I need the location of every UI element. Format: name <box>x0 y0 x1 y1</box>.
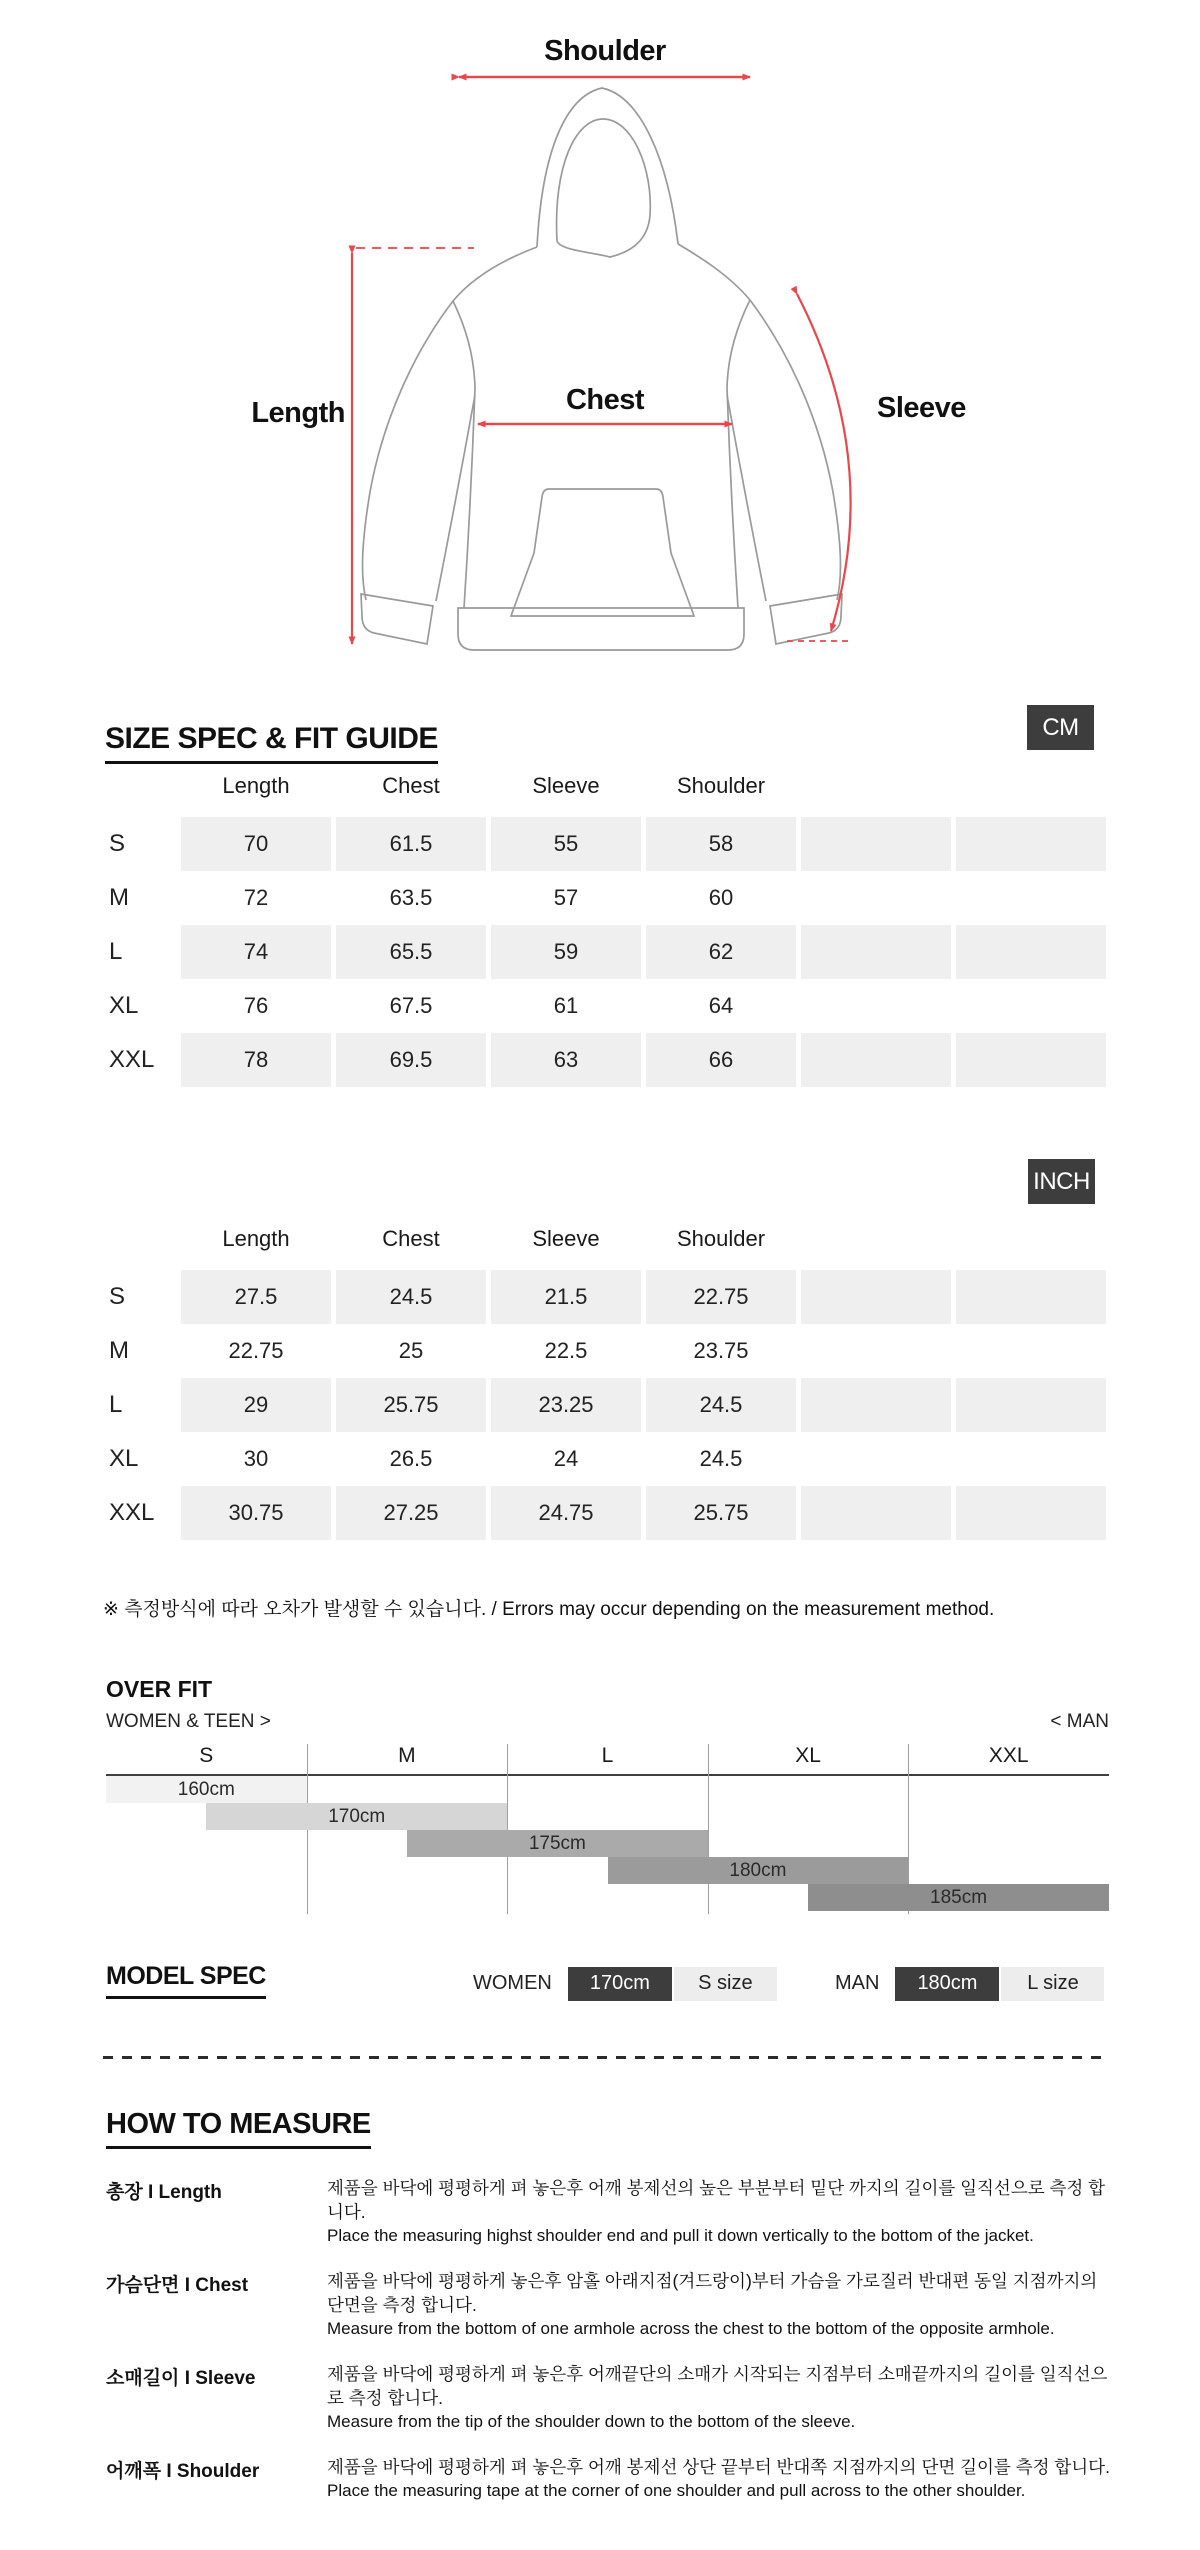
hoodie-diagram-svg <box>0 0 1200 700</box>
fit-size-label: M <box>398 1744 416 1767</box>
model-height-badge: 180cm <box>895 1967 999 2001</box>
size-value-cell: 24.5 <box>336 1270 486 1324</box>
size-row-label: XXL <box>109 1046 155 1073</box>
model-entry-label: WOMEN <box>473 1972 552 1994</box>
size-value-cell <box>956 925 1106 979</box>
size-value-cell: 76 <box>243 993 269 1018</box>
size-value-cell: 58 <box>646 817 796 871</box>
size-value-cell <box>801 817 951 871</box>
size-value-cell: 22.5 <box>544 1338 588 1363</box>
size-value-cell: 30 <box>243 1446 269 1471</box>
cm-badge: CM <box>1027 705 1094 750</box>
size-row-label: M <box>109 1337 129 1364</box>
overfit-title: OVER FIT <box>106 1676 213 1702</box>
size-spec-title: SIZE SPEC & FIT GUIDE <box>105 722 438 764</box>
size-value-cell: 25 <box>398 1338 424 1363</box>
how-to-measure-title: HOW TO MEASURE <box>106 2108 371 2149</box>
measure-desc-eng: Place the measuring highst shoulder end and pull it down vertically to the bottom of the jacket. <box>327 2226 1034 2245</box>
overfit-size-header <box>106 1742 1109 1774</box>
table-corner-cell <box>105 755 176 817</box>
size-value-cell <box>956 871 1106 925</box>
size-value-cell: 72 <box>243 885 269 910</box>
size-value-cell <box>801 925 951 979</box>
size-value-cell: 29 <box>181 1378 331 1432</box>
size-value-cell: 25.75 <box>336 1378 486 1432</box>
fit-bar: 185cm <box>808 1884 1109 1911</box>
model-entry <box>473 1966 777 2001</box>
cm-size-table <box>105 755 1106 1087</box>
size-value-cell: 24 <box>553 1446 579 1471</box>
fit-bar: 160cm <box>106 1776 307 1803</box>
size-value-cell: 24.75 <box>491 1486 641 1540</box>
size-value-cell <box>801 1033 951 1087</box>
fit-size-label: S <box>199 1744 214 1767</box>
size-row-label: XXL <box>109 1499 155 1526</box>
measure-label: 가슴단면 I Chest <box>106 2275 249 2296</box>
size-row-label: XL <box>109 1445 139 1472</box>
how-to-measure-rows <box>106 2176 1116 2524</box>
measure-desc-eng: Measure from the bottom of one armhole across the chest to the bottom of the opposite armhole. <box>327 2319 1055 2338</box>
size-value-cell: 55 <box>491 817 641 871</box>
model-size-badge: L size <box>1001 1967 1104 2001</box>
size-value-cell: 23.75 <box>693 1338 749 1363</box>
size-value-cell <box>801 1270 951 1324</box>
measure-label: 어깨폭 I Shoulder <box>106 2461 260 2482</box>
size-value-cell: 22.75 <box>646 1270 796 1324</box>
size-value-cell: 66 <box>646 1033 796 1087</box>
hoodie-outline <box>361 88 842 650</box>
size-row-label: XL <box>109 992 139 1019</box>
size-value-cell <box>956 1033 1106 1087</box>
size-value-cell: 30.75 <box>181 1486 331 1540</box>
size-value-cell: 78 <box>181 1033 331 1087</box>
fit-size-label: XL <box>795 1744 821 1767</box>
size-value-cell: 62 <box>646 925 796 979</box>
size-value-cell: 67.5 <box>389 993 433 1018</box>
measure-desc-eng: Place the measuring tape at the corner of one shoulder and pull across to the other shoulder. <box>327 2481 1026 2500</box>
size-value-cell <box>956 1324 1106 1378</box>
fit-bar: 170cm <box>206 1803 507 1830</box>
fit-size-label: L <box>601 1744 614 1767</box>
model-height-badge: 170cm <box>568 1967 672 2001</box>
table-header-cell-empty <box>956 755 1106 817</box>
size-value-cell: 24.5 <box>646 1378 796 1432</box>
size-value-cell: 23.25 <box>491 1378 641 1432</box>
dashed-divider <box>103 2056 1110 2059</box>
table-header-cell-empty <box>801 755 951 817</box>
size-row-label: M <box>109 884 129 911</box>
length-diagram-label: Length <box>251 397 345 429</box>
size-value-cell: 61 <box>553 993 579 1018</box>
model-size-badge: S size <box>674 1967 777 2001</box>
table-header-cell: Chest <box>382 1226 440 1251</box>
size-row-label: L <box>109 1391 123 1418</box>
size-value-cell: 63 <box>491 1033 641 1087</box>
measure-desc-kor: 제품을 바닥에 평평하게 펴 놓은후 어깨끝단의 소매가 시작되는 지점부터 소매끝까지의 길이를 일직선으로 측정 합니다. <box>327 2364 1108 2408</box>
size-value-cell: 26.5 <box>389 1446 433 1471</box>
overfit-left-label: WOMEN & TEEN > <box>106 1711 271 1732</box>
size-value-cell <box>801 1324 951 1378</box>
size-value-cell: 59 <box>491 925 641 979</box>
chest-diagram-label: Chest <box>565 384 645 416</box>
size-value-cell: 22.75 <box>228 1338 284 1363</box>
size-value-cell: 57 <box>553 885 579 910</box>
sleeve-diagram-label: Sleeve <box>877 392 966 424</box>
table-header-cell-empty <box>956 1208 1106 1270</box>
fit-bar: 180cm <box>608 1857 909 1884</box>
measure-row <box>106 2455 1116 2503</box>
model-entry-label: MAN <box>835 1972 880 1994</box>
overfit-right-label: < MAN <box>1050 1711 1109 1732</box>
size-value-cell: 63.5 <box>389 885 433 910</box>
measure-label: 소매길이 I Sleeve <box>106 2368 256 2389</box>
table-header-cell: Shoulder <box>676 773 766 798</box>
size-value-cell <box>956 979 1106 1033</box>
size-value-cell: 69.5 <box>336 1033 486 1087</box>
measure-texts <box>327 2269 1116 2341</box>
sleeve-arrow <box>797 294 851 631</box>
size-value-cell: 27.5 <box>181 1270 331 1324</box>
measure-row <box>106 2176 1116 2248</box>
size-value-cell: 60 <box>708 885 734 910</box>
size-value-cell: 24.5 <box>699 1446 743 1471</box>
measure-texts <box>327 2455 1116 2503</box>
size-value-cell <box>956 817 1106 871</box>
fit-size-label: XXL <box>988 1744 1029 1767</box>
size-value-cell <box>801 979 951 1033</box>
fit-divider <box>708 1744 709 1914</box>
size-value-cell <box>956 1432 1106 1486</box>
size-row-label: L <box>109 938 123 965</box>
table-header-cell: Length <box>222 1226 290 1251</box>
size-value-cell: 25.75 <box>646 1486 796 1540</box>
size-value-cell <box>801 1486 951 1540</box>
size-value-cell: 65.5 <box>336 925 486 979</box>
measure-desc-kor: 제품을 바닥에 평평하게 펴 놓은후 어깨 봉제선의 높은 부분부터 밑단 까지의 길이를 일직선으로 측정 합니다. <box>327 2178 1106 2222</box>
table-header-cell: Sleeve <box>532 773 600 798</box>
size-value-cell: 21.5 <box>491 1270 641 1324</box>
measure-label: 총장 I Length <box>106 2182 222 2203</box>
size-value-cell <box>801 1432 951 1486</box>
table-header-cell: Sleeve <box>532 1226 600 1251</box>
size-value-cell <box>956 1270 1106 1324</box>
size-value-cell: 74 <box>181 925 331 979</box>
measure-row <box>106 2362 1116 2434</box>
fit-bar: 175cm <box>407 1830 708 1857</box>
model-spec-title: MODEL SPEC <box>106 1962 266 1999</box>
fit-divider <box>507 1744 508 1914</box>
measure-texts <box>327 2362 1116 2434</box>
inch-badge: INCH <box>1028 1159 1095 1204</box>
table-corner-cell <box>105 1208 176 1270</box>
size-value-cell <box>801 871 951 925</box>
measure-desc-eng: Measure from the tip of the shoulder down to the bottom of the sleeve. <box>327 2412 856 2431</box>
model-entry <box>835 1966 1104 2001</box>
inch-size-table <box>105 1208 1106 1540</box>
overfit-chart <box>106 1742 1109 1916</box>
size-value-cell <box>801 1378 951 1432</box>
measure-desc-kor: 제품을 바닥에 평평하게 놓은후 암홀 아래지점(겨드랑이)부터 가슴을 가로질러 반대편 동일 지점까지의 단면을 측정 합니다. <box>327 2271 1098 2315</box>
size-row-label: S <box>109 830 126 857</box>
size-value-cell: 27.25 <box>336 1486 486 1540</box>
size-value-cell: 70 <box>181 817 331 871</box>
size-value-cell <box>956 1486 1106 1540</box>
size-value-cell <box>956 1378 1106 1432</box>
measurement-note: ※ 측정방식에 따라 오차가 발생할 수 있습니다. / Errors may occur depending on the measurement method. <box>103 1599 995 1620</box>
measure-texts <box>327 2176 1116 2248</box>
table-header-cell: Shoulder <box>676 1226 766 1251</box>
measure-desc-kor: 제품을 바닥에 평평하게 펴 놓은후 어깨 봉제선 상단 끝부터 반대쪽 지점까지의 단면 길이를 측정 합니다. <box>327 2457 1110 2477</box>
shoulder-diagram-label: Shoulder <box>544 35 666 67</box>
size-value-cell: 64 <box>708 993 734 1018</box>
size-row-label: S <box>109 1283 126 1310</box>
size-value-cell: 61.5 <box>336 817 486 871</box>
measure-row <box>106 2269 1116 2341</box>
table-header-cell: Length <box>222 773 290 798</box>
table-header-cell: Chest <box>382 773 440 798</box>
table-header-cell-empty <box>801 1208 951 1270</box>
